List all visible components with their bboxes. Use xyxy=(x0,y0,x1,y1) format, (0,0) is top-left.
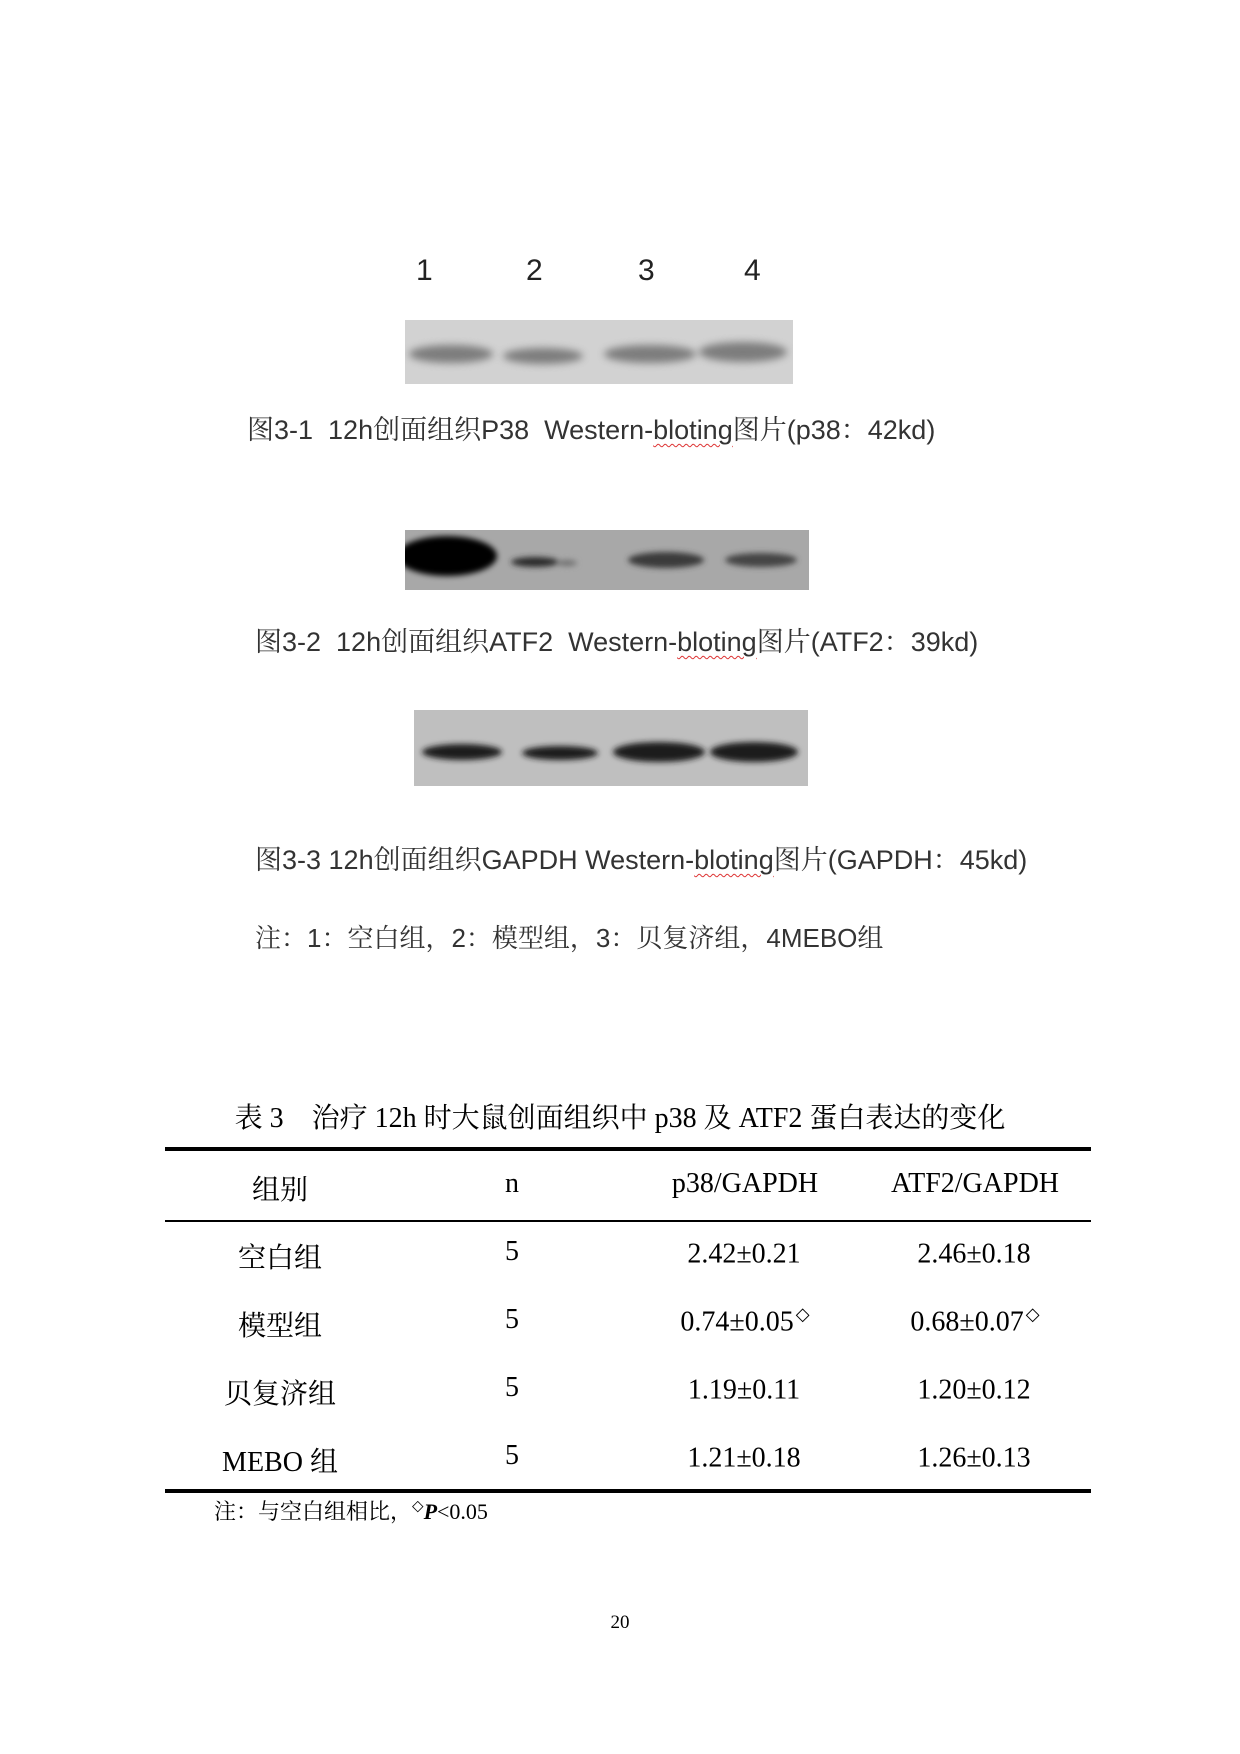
blot-image-gapdh xyxy=(414,710,808,786)
table-cell-p38 xyxy=(630,1440,860,1474)
caption-text: 12h创面组织ATF2 Western- xyxy=(321,627,678,657)
table-mid-rule xyxy=(165,1220,1091,1222)
figure-caption-3-1 xyxy=(247,408,935,447)
figure-note: 注：1：空白组，2：模型组，3：贝复济组，4MEBO组 xyxy=(255,923,884,953)
table-cell-atf2 xyxy=(860,1304,1090,1338)
caption-text: 12h创面组织GAPDH Western- xyxy=(321,845,695,875)
table-note xyxy=(214,1495,488,1526)
value: 0.68±0.07 xyxy=(910,1306,1024,1338)
table-header-atf2: ATF2/GAPDH xyxy=(890,1168,1060,1199)
table-cell-n: 5 xyxy=(505,1372,519,1403)
significance-mark: ◇ xyxy=(795,1304,810,1324)
table-cell-atf2 xyxy=(860,1440,1090,1474)
table-cell-group: 贝复济组 xyxy=(223,1379,336,1410)
table-cell-n: 5 xyxy=(505,1236,519,1267)
spellcheck-word: bloting xyxy=(677,627,757,657)
figure-caption-3-3 xyxy=(255,838,1027,877)
lane-label-3: 3 xyxy=(638,254,655,287)
table-cell-p38 xyxy=(630,1372,860,1406)
table-title: 表 3 治疗 12h 时大鼠创面组织中 p38 及 ATF2 蛋白表达的变化 xyxy=(234,1103,1006,1134)
blot-image-atf2 xyxy=(405,530,809,590)
figure-number: 图3-1 xyxy=(247,415,314,445)
table-header-n: n xyxy=(505,1168,519,1199)
lane-label-2: 2 xyxy=(526,254,543,287)
table-top-rule xyxy=(165,1147,1091,1151)
caption-text: 图片(GAPDH：45kd) xyxy=(773,845,1028,875)
table-cell-group: 模型组 xyxy=(237,1311,322,1342)
spellcheck-word: bloting xyxy=(694,845,774,875)
figure-caption-3-2 xyxy=(255,620,978,659)
figure-number: 图3-3 xyxy=(255,845,322,875)
note-text: 注：与空白组相比， xyxy=(214,1499,413,1524)
table-cell-n: 5 xyxy=(505,1440,519,1471)
table-cell-p38 xyxy=(630,1236,860,1270)
figure-number: 图3-2 xyxy=(255,627,322,657)
table-bottom-rule xyxy=(165,1489,1091,1493)
spellcheck-word: bloting xyxy=(653,415,733,445)
table-cell-p38 xyxy=(630,1304,860,1338)
table-header-p38: p38/GAPDH xyxy=(671,1168,819,1199)
lane-label-4: 4 xyxy=(744,254,761,287)
note-p-symbol: P xyxy=(423,1499,438,1524)
value: 2.46±0.18 xyxy=(917,1238,1031,1270)
caption-text: 图片(ATF2：39kd) xyxy=(756,627,979,657)
table-cell-n: 5 xyxy=(505,1304,519,1335)
caption-text: 图片(p38：42kd) xyxy=(732,415,936,445)
table-cell-atf2 xyxy=(860,1372,1090,1406)
significance-mark: ◇ xyxy=(1025,1304,1040,1324)
table-cell-group: 空白组 xyxy=(237,1243,322,1274)
table-cell-group: MEBO 组 xyxy=(222,1447,338,1478)
table-header-group: 组别 xyxy=(251,1175,308,1206)
note-text: <0.05 xyxy=(437,1499,488,1524)
significance-mark: ◇ xyxy=(412,1498,424,1515)
value: 1.19±0.11 xyxy=(687,1374,801,1406)
caption-text: 12h创面组织P38 Western- xyxy=(313,415,654,445)
blot-image-p38 xyxy=(405,320,793,384)
lane-label-1: 1 xyxy=(416,254,433,287)
value: 2.42±0.21 xyxy=(687,1238,801,1270)
table-cell-atf2 xyxy=(860,1236,1090,1270)
value: 1.20±0.12 xyxy=(917,1374,1031,1406)
value: 0.74±0.05 xyxy=(680,1306,794,1338)
value: 1.21±0.18 xyxy=(687,1442,801,1474)
page-number: 20 xyxy=(610,1612,630,1633)
value: 1.26±0.13 xyxy=(917,1442,1031,1474)
